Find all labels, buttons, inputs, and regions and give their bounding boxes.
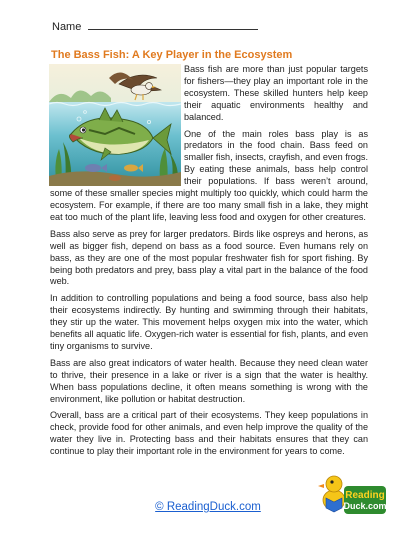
paragraph-water-health: Bass are also great indicators of water health. Because they need clean water to thrive, their presence in a lake or river is a sign that the water is healthy. When bass populations decline, it often means something is wrong with the environment, like pollution or habitat destruction. bbox=[50, 357, 368, 404]
paragraph-predators: One of the main roles bass play is as predators in the food chain. Bass feed on smaller fish, insects, crayfish, and even frogs. By eating these animals, bass help control their populations. If bass weren’t around, some of these smaller species might multiply too quickly, which could harm the ecosystem. For example, if there are too many small fish in a lake, they might eat too much of the plant life, leaving less food and oxygen for other creatures. bbox=[50, 128, 368, 222]
paragraph-conclusion: Overall, bass are a critical part of their ecosystems. They keep populations in check, provide food for other animals, and even help improve the quality of the water they live in. Protecting bass and their habitats ensures that they can continue to play their important role in the environment for years to come. bbox=[50, 410, 368, 457]
readingduck-link-text[interactable]: © ReadingDuck.com bbox=[155, 501, 261, 513]
article-body bbox=[50, 64, 368, 463]
paragraph-intro: Bass fish are more than just popular targets for fishers—they play an important role in the ecosystem. These skilled hunters help keep their aquatic environments healthy and balanced. bbox=[184, 64, 368, 122]
reading-duck-logo-icon bbox=[318, 462, 388, 522]
logo-line1: Reading bbox=[345, 490, 385, 501]
name-blank-line[interactable] bbox=[88, 19, 258, 30]
paragraph-prey: Bass also serve as prey for larger predators. Birds like ospreys and herons, as well as bigger fish, depend on bass as a food source. Even humans rely on bass, as they are one of the most popular freshwater fish for sport fishing. By being both predators and prey, bass play a vital part in the balance of the food web. bbox=[50, 228, 368, 287]
illustration-spacer bbox=[50, 64, 184, 184]
paragraph-oxygen: In addition to controlling populations and being a food source, bass also help their ecosystems indirectly. By hunting and swimming through their habitats, they stir up the water. This movement helps oxygen mix into the water, which benefits all aquatic life. Oxygen-rich water is essential for fish, plants, and even tiny organisms to survive. bbox=[50, 293, 368, 351]
logo-line2: Duck.com bbox=[343, 501, 387, 511]
name-label: Name bbox=[52, 21, 82, 33]
name-field-row bbox=[52, 19, 258, 33]
worksheet-title: The Bass Fish: A Key Player in the Ecosystem bbox=[51, 49, 293, 61]
